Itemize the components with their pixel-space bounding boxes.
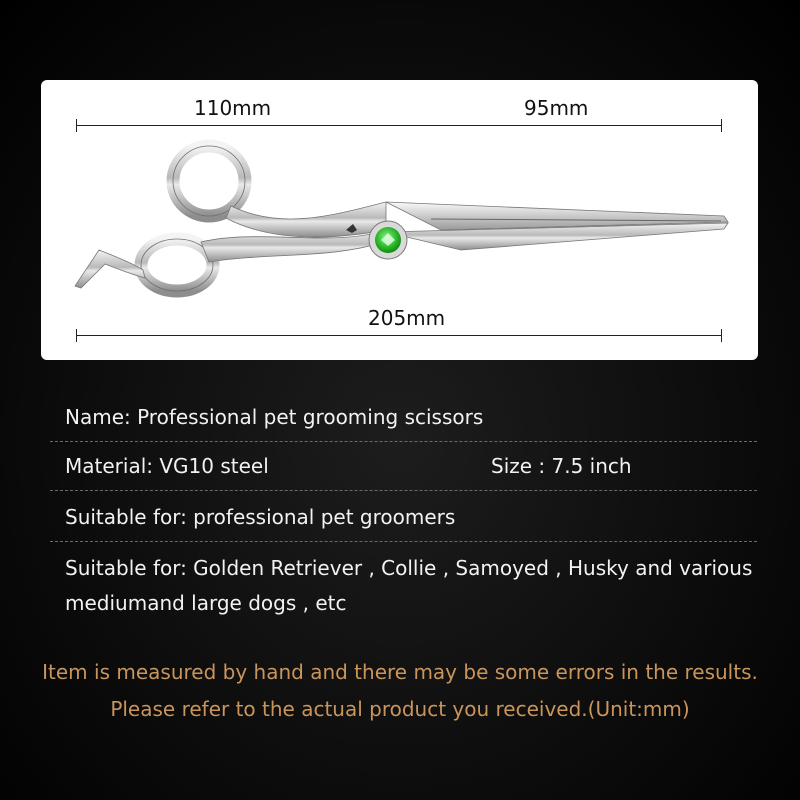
- spec-suitable-breeds-line2: mediumand large dogs , etc: [65, 591, 347, 615]
- measurement-disclaimer-line1: Item is measured by hand and there may be some errors in the results.: [42, 660, 758, 684]
- spec-suitable-breeds-line1: Suitable for: Golden Retriever , Collie , Samoyed , Husky and various: [65, 556, 753, 580]
- upper-shank: [226, 202, 386, 237]
- finger-rest-tang: [75, 250, 145, 288]
- bottom-dimension-tick-left: [76, 329, 77, 342]
- spec-separator: [50, 441, 757, 442]
- spec-separator: [50, 541, 757, 542]
- blade-length-label: 95mm: [524, 96, 589, 120]
- bottom-dimension-line: [76, 335, 722, 336]
- spec-name: Name: Professional pet grooming scissors: [65, 405, 484, 429]
- measurement-disclaimer-line2: Please refer to the actual product you received.(Unit:mm): [110, 697, 690, 721]
- product-measure-card: [41, 80, 758, 360]
- bottom-dimension-tick-right: [721, 329, 722, 342]
- spec-suitable-users: Suitable for: professional pet groomers: [65, 505, 456, 529]
- spec-material: Material: VG10 steel: [65, 454, 269, 478]
- spec-separator: [50, 490, 757, 491]
- total-length-label: 205mm: [364, 306, 449, 330]
- handle-length-label: 110mm: [194, 96, 272, 120]
- spec-size: Size : 7.5 inch: [491, 454, 632, 478]
